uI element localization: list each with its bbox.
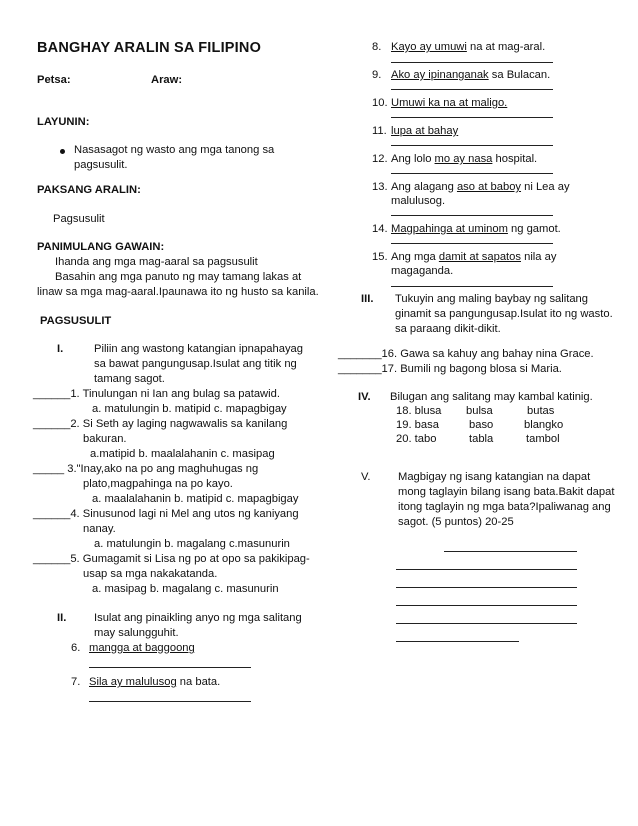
question-5-cont: usap sa mga nakakatanda.: [83, 568, 218, 580]
essay-line-5: [396, 623, 577, 624]
question-8: [391, 40, 545, 55]
question-9-number: 9.: [372, 69, 382, 81]
petsa-label: Petsa:: [37, 74, 71, 86]
panimula-heading: PANIMULANG GAWAIN:: [37, 241, 165, 253]
question-1-options: a. matulungin b. matipid c. mapagbigay: [92, 403, 287, 415]
question-15-rest: nila ay: [520, 251, 557, 263]
part-1-instruction-1: Piliin ang wastong katangian ipnapahayag: [94, 343, 303, 355]
question-7-number: 7.: [71, 676, 81, 688]
essay-line-1: [444, 551, 577, 552]
question-14-underlined: Magpahinga at uminom: [391, 223, 508, 235]
question-14: [391, 222, 561, 237]
item-18-b: bulsa: [466, 405, 493, 417]
part-1-instruction-3: tamang sagot.: [94, 373, 165, 385]
item-19-b: baso: [469, 419, 494, 431]
question-12: [391, 152, 537, 167]
item-18-a: 18. blusa: [396, 405, 442, 417]
question-15-pre: Ang mga: [391, 251, 439, 263]
question-7-underlined: Sila ay malulusog: [89, 676, 177, 688]
part-2-instruction-2: may salungguhit.: [94, 627, 179, 639]
question-6: mangga at baggoong: [89, 642, 195, 654]
essay-line-4: [396, 605, 577, 606]
question-13-rest: ni Lea ay: [521, 181, 570, 193]
question-3-cont: plato,magpahinga na po kayo.: [83, 478, 233, 490]
answer-line-10: [391, 117, 553, 118]
question-9-rest: sa Bulacan.: [488, 69, 551, 81]
answer-line-14: [391, 243, 553, 244]
part-3-numeral: III.: [361, 293, 374, 305]
answer-line-13: [391, 215, 553, 216]
essay-line-6: [396, 641, 519, 642]
part-2-numeral: II.: [57, 612, 67, 624]
question-8-underlined: Kayo ay umuwi: [391, 41, 467, 53]
part-3-instruction-2: ginamit sa pangungusap.Isulat ito ng wasto.: [395, 308, 613, 320]
panimula-line-1: Ihanda ang mga mag-aaral sa pagsusulit: [55, 256, 258, 268]
part-4-numeral: IV.: [358, 391, 371, 403]
question-7: [89, 675, 220, 690]
question-5-options: a. masipag b. magalang c. masunurin: [92, 583, 279, 595]
question-15-underlined: damit at sapatos: [438, 251, 521, 263]
paksang-text: Pagsusulit: [53, 213, 105, 225]
essay-line-2: [396, 569, 577, 570]
part-5-instruction-1: Magbigay ng isang katangian na dapat: [398, 471, 591, 483]
answer-line-11: [391, 145, 553, 146]
part-1-numeral: I.: [57, 343, 64, 355]
bullet-dot-icon: [60, 149, 65, 154]
question-10-number: 10.: [372, 97, 388, 109]
pagsusulit-heading: PAGSUSULIT: [40, 315, 112, 327]
question-12-number: 12.: [372, 153, 388, 165]
question-13-number: 13.: [372, 181, 388, 193]
question-16: _______16. Gawa sa kahuy ang bahay nina Grace.: [338, 348, 594, 360]
question-4-options: a. matulungin b. magalang c.masunurin: [94, 538, 290, 550]
question-6-number: 6.: [71, 642, 81, 654]
question-11-number: 11.: [372, 125, 387, 137]
question-3: _____ 3."Inay,ako na po ang maghuhugas ng: [33, 463, 259, 475]
item-19-a: 19. basa: [396, 419, 439, 431]
part-2-instruction-1: Isulat ang pinaikling anyo ng mga salitang: [94, 612, 302, 624]
question-4: ______4. Sinusunod lagi ni Mel ang utos ng kaniyang: [33, 508, 299, 520]
question-11: lupa at bahay: [391, 125, 459, 137]
question-15: [391, 250, 556, 265]
part-5-instruction-4: sagot. (5 puntos) 20-25: [398, 516, 514, 528]
question-3-options: a. maalalahanin b. matipid c. mapagbigay: [92, 493, 299, 505]
question-7-rest: na bata.: [176, 676, 221, 688]
araw-label: Araw:: [151, 74, 183, 86]
part-4-instruction: Bilugan ang salitang may kambal katinig.: [390, 391, 593, 403]
part-3-instruction-3: sa paraang dikit-dikit.: [395, 323, 501, 335]
question-8-number: 8.: [372, 41, 382, 53]
question-13-underlined: aso at baboy: [456, 181, 522, 193]
question-13-cont: malulusog.: [391, 195, 446, 207]
question-10: Umuwi ka na at maligo.: [391, 97, 508, 109]
question-8-rest: na at mag-aral.: [466, 41, 546, 53]
panimula-line-2: Basahin ang mga panuto ng may tamang lakas at: [55, 271, 302, 283]
question-5: ______5. Gumagamit si Lisa ng po at opo sa pakikipag-: [33, 553, 310, 565]
question-9: [391, 68, 550, 83]
question-2: ______2. Si Seth ay laging nagwawalis sa kanilang: [33, 418, 288, 430]
part-5-numeral: V.: [361, 471, 371, 483]
part-1-instruction-2: sa bawat pangungusap.Isulat ang titik ng: [94, 358, 297, 370]
essay-line-3: [396, 587, 577, 588]
question-15-number: 15.: [372, 251, 388, 263]
item-20-b: tabla: [469, 433, 494, 445]
question-14-rest: ng gamot.: [507, 223, 561, 235]
question-12-rest: hospital.: [492, 153, 538, 165]
item-20-a: 20. tabo: [396, 433, 437, 445]
question-2-cont: bakuran.: [83, 433, 127, 445]
question-4-cont: nanay.: [83, 523, 116, 535]
part-5-instruction-2: mong taglayin bilang isang bata.Bakit dapat: [398, 486, 615, 498]
part-3-instruction-1: Tukuyin ang maling baybay ng salitang: [395, 293, 589, 305]
item-20-c: tambol: [526, 433, 560, 445]
part-5-instruction-3: itong taglayin ng mga bata?Ipaliwanag ang: [398, 501, 611, 513]
item-19-c: blangko: [524, 419, 564, 431]
question-14-number: 14.: [372, 223, 388, 235]
question-1: ______1. Tinulungan ni Ian ang bulag sa patawid.: [33, 388, 280, 400]
question-12-underlined: mo ay nasa: [434, 153, 493, 165]
paksang-heading: PAKSANG ARALIN:: [37, 184, 141, 196]
layunin-bullet-line-2: pagsusulit.: [74, 159, 128, 171]
question-13-pre: Ang alagang: [391, 181, 457, 193]
question-2-options: a.matipid b. maalalahanin c. masipag: [90, 448, 275, 460]
panimula-line-3: linaw sa mga mag-aaral.Ipaunawa ito ng husto sa kanila.: [37, 286, 319, 298]
question-17: _______17. Bumili ng bagong blosa si Maria.: [338, 363, 562, 375]
question-12-pre: Ang lolo: [391, 153, 435, 165]
answer-line-9: [391, 89, 553, 90]
question-13: [391, 180, 570, 195]
question-15-cont: magaganda.: [391, 265, 454, 277]
answer-line-12: [391, 173, 553, 174]
page-title: BANGHAY ARALIN SA FILIPINO: [37, 40, 262, 56]
answer-line-8: [391, 62, 553, 63]
answer-line-15: [391, 286, 553, 287]
item-18-c: butas: [527, 405, 555, 417]
question-9-underlined: Ako ay ipinanganak: [391, 69, 489, 81]
layunin-bullet-line-1: Nasasagot ng wasto ang mga tanong sa: [74, 144, 275, 156]
answer-line-6: [89, 667, 251, 668]
answer-line-7: [89, 701, 251, 702]
layunin-heading: LAYUNIN:: [37, 116, 90, 128]
